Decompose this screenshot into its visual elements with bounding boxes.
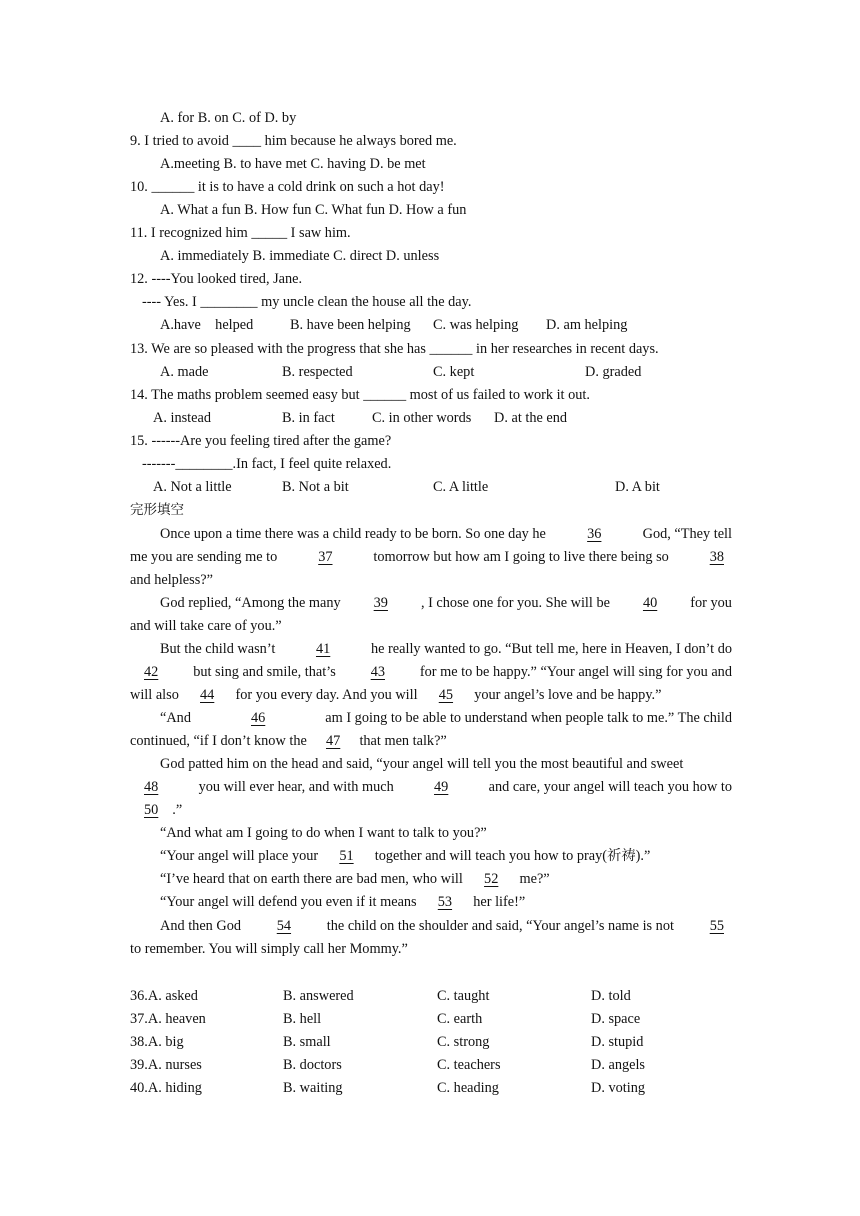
blank-48: 48 — [144, 779, 159, 795]
q9-options: A.meeting B. to have met C. having D. be met — [160, 156, 426, 172]
answer-option: C. earth — [437, 1011, 483, 1027]
blank-53: 53 — [437, 894, 453, 910]
blank-36: 36 — [587, 526, 602, 542]
passage-line: God replied, “Among the many 39 , I chose one for you. She will be 40 for you — [160, 595, 732, 611]
answer-option: C. heading — [437, 1080, 499, 1096]
blank-55: 55 — [709, 918, 724, 934]
q11-options: A. immediately B. immediate C. direct D. unless — [160, 248, 440, 264]
blank-44: 44 — [200, 687, 215, 703]
passage-line: and helpless?” — [130, 572, 213, 588]
passage-line: 42 but sing and smile, that’s 43 for me to be happy.” “Your angel will sing for you and — [130, 662, 732, 682]
blank-52: 52 — [484, 871, 499, 887]
answer-option: B. hell — [283, 1011, 322, 1027]
q12-option-b: B. have been helping — [290, 317, 411, 333]
answer-option: B. answered — [283, 988, 354, 1004]
passage-line: to remember. You will simply call her Mommy.” — [130, 941, 408, 957]
q11-stem: 11. I recognized him _____ I saw him. — [130, 225, 351, 241]
answer-row — [0, 1078, 860, 1098]
answer-option: D. stupid — [591, 1034, 644, 1050]
passage-line: But the child wasn’t 41 he really wanted to go. “But tell me, here in Heaven, I don’t do — [160, 641, 732, 657]
answer-row — [0, 986, 860, 1006]
q14-option-b: B. in fact — [282, 410, 335, 426]
answer-row — [0, 1009, 860, 1029]
passage-line: Once upon a time there was a child ready to be born. So one day he 36 God, “They tell — [160, 526, 732, 542]
q15-option-c: C. A little — [433, 479, 489, 495]
answer-option: B. doctors — [283, 1057, 342, 1073]
q15-option-d: D. A bit — [615, 479, 660, 495]
q8-options: A. for B. on C. of D. by — [160, 110, 297, 126]
answer-row — [0, 1032, 860, 1052]
blank-49: 49 — [434, 779, 449, 795]
passage-line: and will take care of you.” — [130, 618, 282, 634]
q12-option-a: A.have helped — [160, 317, 254, 333]
answer-option: D. space — [591, 1011, 641, 1027]
passage-line: “And what am I going to do when I want to talk to you?” — [160, 825, 487, 841]
cloze-heading: 完形填空 — [130, 502, 184, 518]
passage-line: “Your angel will place your 51 together and will teach you how to pray(祈祷).” — [160, 848, 651, 864]
q14-option-d: D. at the end — [494, 410, 568, 426]
answer-option: B. waiting — [283, 1080, 343, 1096]
passage-line: “And 46 am I going to be able to understand when people talk to me.” The child — [160, 710, 732, 726]
q12-options — [0, 315, 860, 335]
q10-stem: 10. ______ it is to have a cold drink on such a hot day! — [130, 179, 445, 195]
blank-54: 54 — [276, 918, 292, 934]
answer-row — [0, 1055, 860, 1075]
passage-line: And then God 54 the child on the shoulder and said, “Your angel’s name is not 55 — [160, 916, 732, 936]
q15-option-b: B. Not a bit — [282, 479, 349, 495]
q14-option-c: C. in other words — [372, 410, 472, 426]
answer-option: 40.A. hiding — [130, 1080, 202, 1096]
q12-option-c: C. was helping — [433, 317, 519, 333]
passage-line: 48 you will ever hear, and with much 49 and care, your angel will teach you how to — [130, 777, 732, 797]
answer-option: C. teachers — [437, 1057, 501, 1073]
q13-option-d: D. graded — [585, 364, 642, 380]
blank-42: 42 — [144, 664, 159, 680]
blank-40: 40 — [642, 595, 658, 611]
passage-line: me you are sending me to 37 tomorrow but how am I going to live there being so 38 — [130, 547, 732, 567]
answer-option: D. angels — [591, 1057, 645, 1073]
q10-options: A. What a fun B. How fun C. What fun D. How a fun — [160, 202, 467, 218]
answer-option: D. voting — [591, 1080, 646, 1096]
q14-options — [0, 408, 860, 428]
blank-41: 41 — [315, 641, 331, 657]
passage-line: “Your angel will defend you even if it means 53 her life!” — [160, 894, 526, 910]
q14-option-a: A. instead — [153, 410, 211, 426]
q12-stem: 12. ----You looked tired, Jane. — [130, 271, 303, 287]
answer-option: D. told — [591, 988, 631, 1004]
q13-options — [0, 362, 860, 382]
q13-option-a: A. made — [160, 364, 209, 380]
q12-response: ---- Yes. I ________ my uncle clean the house all the day. — [142, 294, 472, 310]
blank-39: 39 — [373, 595, 388, 611]
q15-options — [0, 477, 860, 497]
q15-option-a: A. Not a little — [153, 479, 232, 495]
blank-37: 37 — [318, 549, 333, 565]
q12-option-d: D. am helping — [546, 317, 628, 333]
answer-option: 37.A. heaven — [130, 1011, 206, 1027]
blank-45: 45 — [438, 687, 454, 703]
answer-option: C. strong — [437, 1034, 490, 1050]
q9-stem: 9. I tried to avoid ____ him because he always bored me. — [130, 133, 457, 149]
passage-line: God patted him on the head and said, “your angel will tell you the most beautiful and sweet — [160, 756, 684, 772]
blank-50: 50 — [144, 802, 159, 818]
passage-line: 50 .” — [130, 800, 182, 820]
q15-stem: 15. ------Are you feeling tired after the game? — [130, 433, 392, 449]
q15-response: -------________.In fact, I feel quite relaxed. — [142, 456, 392, 472]
blank-46: 46 — [250, 710, 266, 726]
passage-line: will also 44 for you every day. And you will 45 your angel’s love and be happy.” — [130, 687, 662, 703]
q13-option-c: C. kept — [433, 364, 475, 380]
answer-option: 38.A. big — [130, 1034, 184, 1050]
q14-stem: 14. The maths problem seemed easy but ______ most of us failed to work it out. — [130, 387, 590, 403]
passage-line: continued, “if I don’t know the 47 that men talk?” — [130, 733, 447, 749]
blank-51: 51 — [339, 848, 354, 864]
blank-43: 43 — [370, 664, 385, 680]
answer-option: B. small — [283, 1034, 331, 1050]
passage-line: “I’ve heard that on earth there are bad men, who will 52 me?” — [160, 871, 550, 887]
q13-option-b: B. respected — [282, 364, 353, 380]
blank-38: 38 — [709, 549, 724, 565]
q13-stem: 13. We are so pleased with the progress that she has ______ in her researches in recent days. — [130, 341, 659, 357]
answer-option: 36.A. asked — [130, 988, 198, 1004]
answer-option: 39.A. nurses — [130, 1057, 202, 1073]
answer-option: C. taught — [437, 988, 490, 1004]
blank-47: 47 — [325, 733, 341, 749]
